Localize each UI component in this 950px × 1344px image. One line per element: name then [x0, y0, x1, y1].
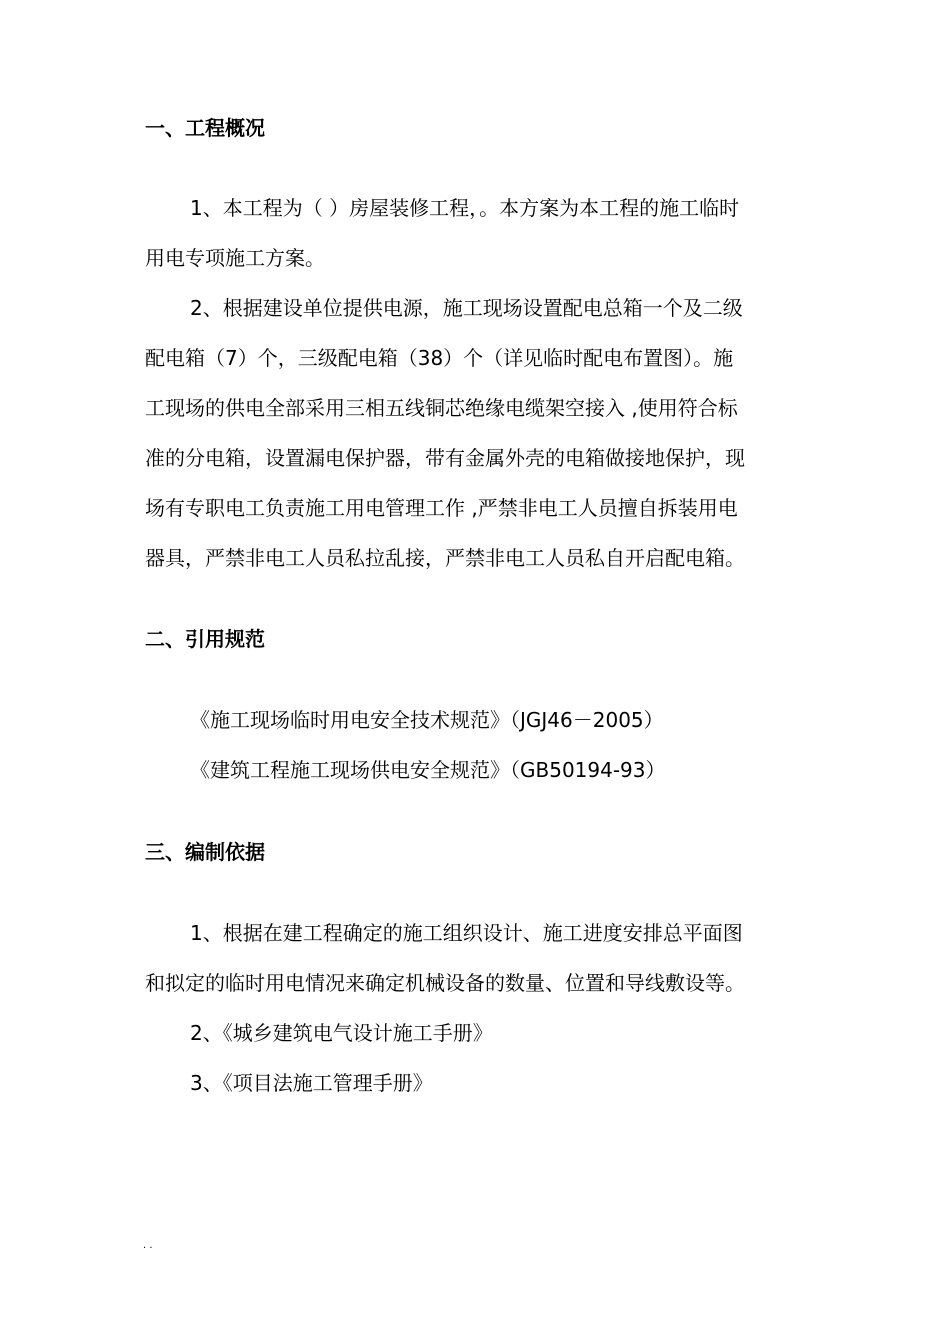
- paragraph-line: 2、根据建设单位提供电源，施工现场设置配电总箱一个及二级: [190, 296, 743, 320]
- paragraph-line: 场有专职电工负责施工用电管理工作 ,严禁非电工人员擅自拆装用电: [145, 496, 738, 520]
- paragraph-line: 配电箱（7）个，三级配电箱（38）个（详见临时配电布置图）。施: [145, 346, 734, 370]
- reference-item: 《施工现场临时用电安全技术规范》（JGJ46－2005）: [190, 708, 664, 732]
- section-heading-references: 二、引用规范: [145, 627, 265, 651]
- paragraph-line: 工现场的供电全部采用三相五线铜芯绝缘电缆架空接入 ,使用符合标: [145, 396, 738, 420]
- paragraph-line: 用电专项施工方案。: [145, 246, 325, 270]
- section-heading-basis: 三、编制依据: [145, 840, 265, 864]
- reference-item: 《建筑工程施工现场供电安全规范》（GB50194-93）: [190, 758, 666, 782]
- paragraph-line: 1、根据在建工程确定的施工组织设计、施工进度安排总平面图: [190, 921, 743, 945]
- basis-item: 3、《项目法施工管理手册》: [190, 1071, 433, 1095]
- paragraph-line: 准的分电箱，设置漏电保护器，带有金属外壳的电箱做接地保护，现: [145, 446, 745, 470]
- paragraph-line: 1、本工程为（ ）房屋装修工程，。本方案为本工程的施工临时: [190, 196, 740, 220]
- footer-dots: . .: [143, 1240, 153, 1251]
- basis-item: 2、《城乡建筑电气设计施工手册》: [190, 1021, 493, 1045]
- section-heading-overview: 一、工程概况: [145, 116, 265, 140]
- paragraph-line: 器具，严禁非电工人员私拉乱接，严禁非电工人员私自开启配电箱。: [145, 546, 745, 570]
- paragraph-line: 和拟定的临时用电情况来确定机械设备的数量、位置和导线敷设等。: [145, 971, 745, 995]
